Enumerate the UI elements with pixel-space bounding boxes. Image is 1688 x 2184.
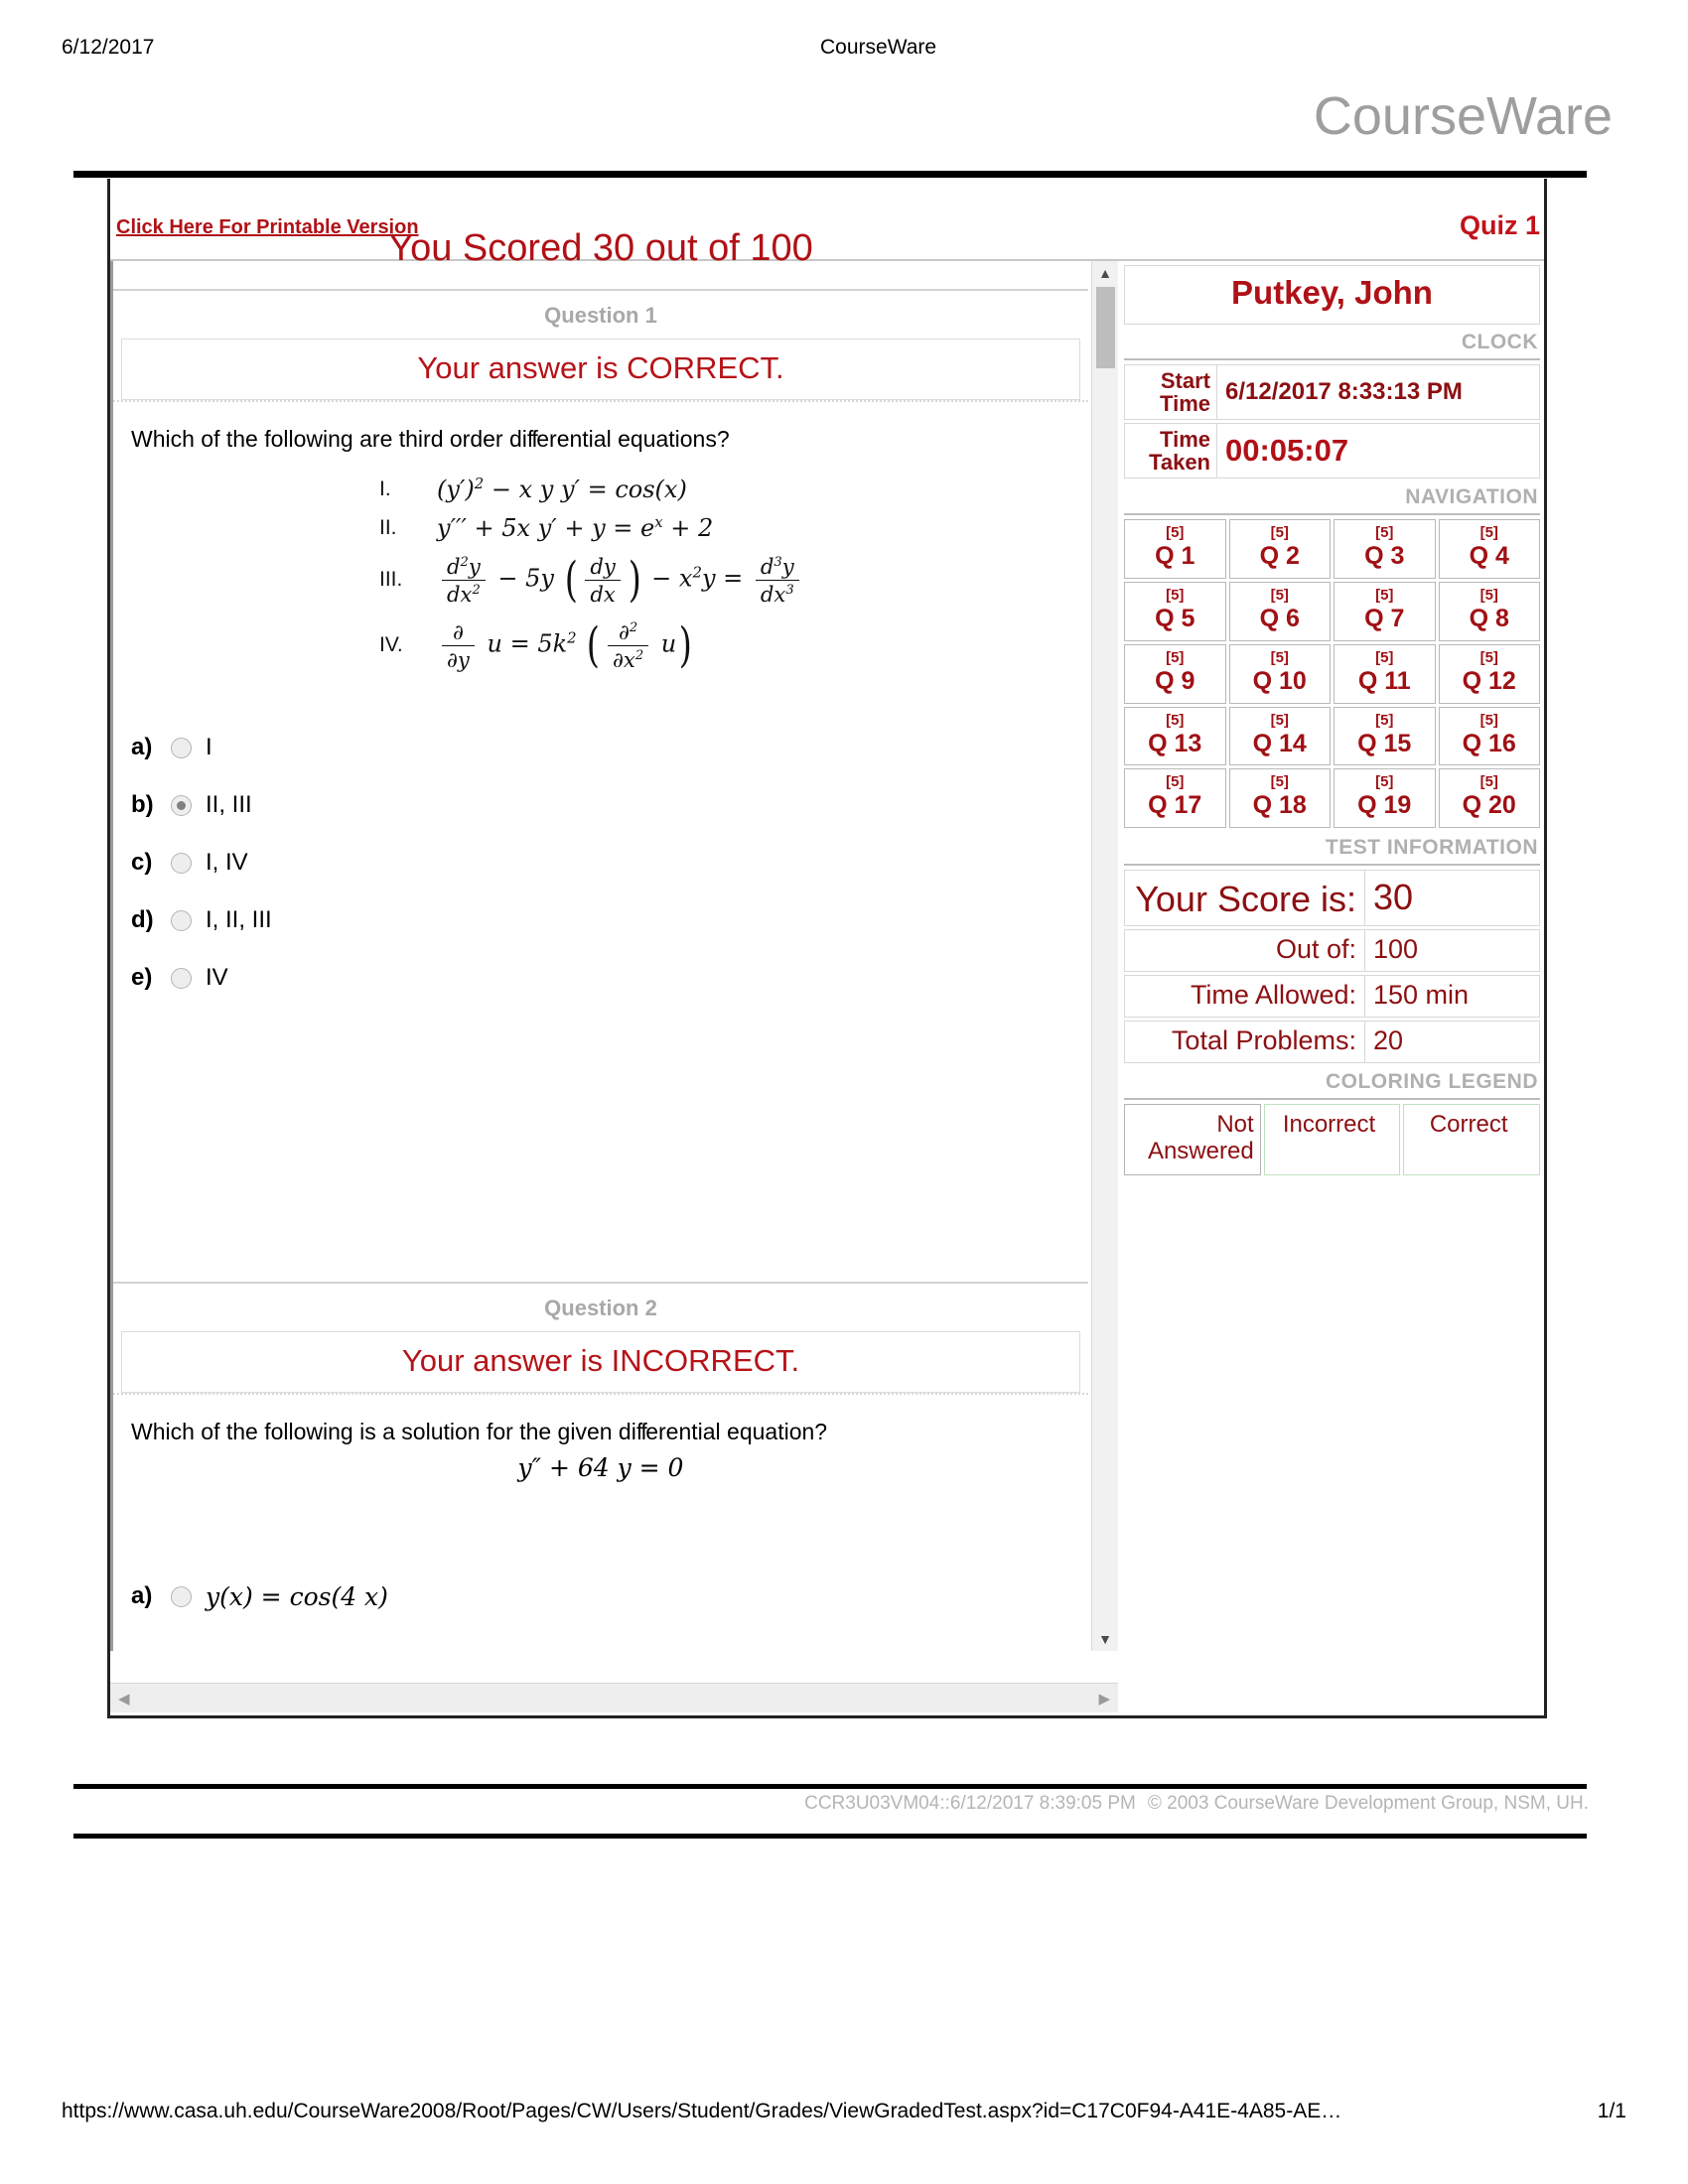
option-letter: a) — [131, 1582, 153, 1609]
option-text: I, IV — [206, 849, 248, 876]
nav-cell-label: Q 3 — [1364, 542, 1405, 571]
math-item — [113, 513, 1088, 542]
footer-rule-top — [73, 1784, 1587, 1789]
test-info-value: 150 min — [1365, 975, 1540, 1018]
radio-button[interactable] — [171, 738, 192, 758]
nav-cell-points: [5] — [1375, 648, 1394, 666]
legend-incorrect: Incorrect — [1264, 1104, 1401, 1175]
math-item — [113, 552, 1088, 608]
nav-cell-points: [5] — [1166, 587, 1185, 605]
nav-cell-label: Q 6 — [1259, 605, 1300, 633]
nav-cell-q9[interactable] — [1124, 644, 1226, 704]
nav-cell-q8[interactable] — [1439, 582, 1541, 641]
answer-options — [113, 1482, 1088, 1645]
footer-copyright: © 2003 CourseWare Development Group, NSM, UH. — [1147, 1793, 1589, 1814]
clock-key: Time Taken — [1124, 423, 1217, 478]
given-equation: y″ + 64 y = 0 — [517, 1453, 684, 1482]
student-name: Putkey, John — [1124, 265, 1540, 325]
math-item-expression: $\frac{d^2y}{dx^2}$ − 5y ( $\frac{dy}{dx}$ ) − $x^2y$ = $\frac{d^3y}{dx^3}$ — [437, 552, 804, 608]
clock-row-start-time — [1124, 364, 1540, 420]
nav-cell-points: [5] — [1375, 711, 1394, 729]
legend-correct: Correct — [1403, 1104, 1540, 1175]
printable-version-link[interactable]: Click Here For Printable Version — [116, 216, 419, 238]
prompt-part-a: Which of the following are third order di — [131, 426, 527, 452]
test-info-value: 20 — [1365, 1021, 1540, 1063]
answer-option-d[interactable] — [113, 891, 1088, 949]
answer-verdict: Your answer is CORRECT. — [121, 339, 1080, 400]
clock-row-time-taken — [1124, 423, 1540, 478]
footer-build-stamp: CCR3U03VM04::6/12/2017 8:39:05 PM — [804, 1793, 1136, 1814]
nav-cell-label: Q 13 — [1148, 729, 1202, 757]
nav-cell-q13[interactable] — [1124, 707, 1226, 766]
nav-cell-label: Q 18 — [1252, 791, 1307, 820]
test-info-label: Time Allowed: — [1124, 975, 1365, 1018]
nav-cell-label: Q 2 — [1259, 542, 1300, 571]
option-letter: a) — [131, 734, 153, 760]
math-item — [113, 617, 1088, 673]
math-item-expression: $\frac{\partial}{\partial y}$ $u = 5k^2$ ( $\frac{\partial^2}{\partial x^2}$ u) — [437, 617, 695, 673]
vertical-scrollbar[interactable] — [1091, 261, 1118, 1651]
radio-button-selected[interactable] — [171, 795, 192, 816]
nav-cell-q10[interactable] — [1229, 644, 1332, 704]
nav-cell-q12[interactable] — [1439, 644, 1541, 704]
scroll-up-arrow-icon[interactable]: ▲ — [1098, 265, 1112, 281]
test-info-value: 30 — [1365, 870, 1540, 926]
question-block-1 — [113, 289, 1088, 1026]
option-letter: c) — [131, 849, 153, 876]
question-body — [113, 400, 1088, 1026]
nav-cell-q14[interactable] — [1229, 707, 1332, 766]
question-heading: Question 2 — [113, 1282, 1088, 1331]
clock-key: Start Time — [1124, 364, 1217, 420]
print-page-number: 1/1 — [1597, 2100, 1626, 2122]
nav-cell-label: Q 11 — [1357, 666, 1411, 695]
nav-cell-points: [5] — [1479, 711, 1498, 729]
test-info-label: Your Score is: — [1124, 870, 1365, 926]
vertical-scrollbar-thumb[interactable] — [1096, 287, 1115, 368]
math-item-label: III. — [379, 568, 403, 591]
top-rule — [73, 171, 1587, 178]
nav-cell-label: Q 8 — [1469, 605, 1509, 633]
radio-button[interactable] — [171, 968, 192, 989]
question-navigation-grid — [1124, 519, 1540, 828]
math-item — [113, 475, 1088, 503]
info-sidebar — [1118, 259, 1544, 1712]
scored-banner: You Scored 30 out of 100 — [388, 227, 813, 269]
nav-cell-points: [5] — [1375, 773, 1394, 791]
prompt-part-b: erential equation? — [645, 1419, 828, 1444]
nav-cell-points: [5] — [1166, 711, 1185, 729]
nav-cell-points: [5] — [1479, 773, 1498, 791]
option-text: I, II, III — [206, 906, 272, 933]
nav-cell-points: [5] — [1166, 648, 1185, 666]
answer-option-a[interactable] — [113, 1568, 1088, 1625]
math-item-label: II. — [379, 515, 397, 539]
nav-cell-q15[interactable] — [1334, 707, 1436, 766]
quiz-title: Quiz 1 — [1459, 210, 1540, 240]
nav-cell-label: Q 9 — [1155, 666, 1196, 695]
nav-cell-label: Q 15 — [1357, 729, 1412, 757]
nav-cell-q18[interactable] — [1229, 768, 1332, 828]
navigation-section-title: NAVIGATION — [1124, 481, 1540, 515]
footer-rule-bottom — [73, 1834, 1587, 1839]
question-prompt — [113, 1411, 1088, 1445]
answer-options — [113, 693, 1088, 1026]
coloring-legend-section-title: COLORING LEGEND — [1124, 1066, 1540, 1100]
answer-verdict: Your answer is INCORRECT. — [121, 1331, 1080, 1393]
scroll-down-arrow-icon[interactable]: ▼ — [1098, 1631, 1112, 1647]
answer-option-b[interactable] — [113, 776, 1088, 834]
footer-text — [0, 1793, 1589, 1815]
coloring-legend — [1124, 1104, 1540, 1175]
math-item-expression: y′′′ + 5x $y' + y = e^x + 2$ — [437, 513, 714, 542]
clock-value: 6/12/2017 8:33:13 PM — [1217, 364, 1540, 420]
radio-button[interactable] — [171, 1586, 192, 1607]
answer-option-a[interactable] — [113, 719, 1088, 776]
nav-cell-points: [5] — [1166, 524, 1185, 542]
nav-cell-q4[interactable] — [1439, 519, 1541, 579]
nav-cell-points: [5] — [1479, 648, 1498, 666]
option-letter: e) — [131, 964, 153, 991]
clock-value: 00:05:07 — [1217, 423, 1540, 478]
nav-cell-q11[interactable] — [1334, 644, 1436, 704]
nav-cell-q3[interactable] — [1334, 519, 1436, 579]
scroll-right-arrow-icon[interactable]: ▶ — [1098, 1690, 1110, 1707]
test-info-label: Total Problems: — [1124, 1021, 1365, 1063]
nav-cell-points: [5] — [1479, 524, 1498, 542]
nav-cell-q7[interactable] — [1334, 582, 1436, 641]
option-text: y(x) = cos(4 x) — [206, 1581, 388, 1611]
nav-cell-points: [5] — [1270, 711, 1289, 729]
nav-cell-label: Q 12 — [1462, 666, 1516, 695]
option-text: I — [206, 734, 212, 760]
nav-cell-q17[interactable] — [1124, 768, 1226, 828]
test-info-row-time-allowed — [1124, 975, 1540, 1018]
nav-cell-q6[interactable] — [1229, 582, 1332, 641]
app-frame — [107, 179, 1547, 1718]
test-info-value: 100 — [1365, 929, 1540, 972]
nav-cell-points: [5] — [1479, 587, 1498, 605]
question-heading: Question 1 — [113, 289, 1088, 339]
nav-cell-points: [5] — [1375, 524, 1394, 542]
prompt-part-a: Which of the following is a solution for the given di — [131, 1419, 636, 1444]
nav-cell-label: Q 16 — [1462, 729, 1516, 757]
test-info-row-score — [1124, 870, 1540, 926]
courseware-logo: CourseWare — [1313, 86, 1613, 146]
nav-cell-points: [5] — [1270, 524, 1289, 542]
answer-option-c[interactable] — [113, 834, 1088, 891]
nav-cell-label: Q 5 — [1155, 605, 1196, 633]
nav-cell-q16[interactable] — [1439, 707, 1541, 766]
question-prompt — [113, 418, 1088, 453]
prompt-ligature-ff: ff — [635, 1419, 646, 1444]
math-item-label: IV. — [379, 633, 403, 656]
question-body — [113, 1393, 1088, 1645]
math-item-expression: $(y')^2 - x$ y y′ = cos(x) — [437, 475, 687, 503]
print-title: CourseWare — [820, 36, 937, 59]
nav-cell-points: [5] — [1166, 773, 1185, 791]
nav-cell-label: Q 20 — [1462, 791, 1516, 820]
nav-cell-q5[interactable] — [1124, 582, 1226, 641]
option-text: IV — [206, 964, 228, 991]
print-url: https://www.casa.uh.edu/CourseWare2008/Root/Pages/CW/Users/Student/Grades/ViewGradedTest.aspx?id=C17C0F94-A41E-4A85-AE… — [62, 2100, 1342, 2122]
option-text: II, III — [206, 791, 252, 818]
nav-cell-label: Q 10 — [1252, 666, 1307, 695]
math-options-list — [113, 453, 1088, 693]
nav-cell-points: [5] — [1375, 587, 1394, 605]
radio-button[interactable] — [171, 853, 192, 874]
radio-button[interactable] — [171, 910, 192, 931]
test-info-label: Out of: — [1124, 929, 1365, 972]
nav-cell-label: Q 14 — [1252, 729, 1307, 757]
nav-cell-label: Q 4 — [1469, 542, 1509, 571]
horizontal-scrollbar[interactable] — [110, 1683, 1118, 1712]
option-letter: d) — [131, 906, 154, 933]
prompt-ligature-ff: ff — [526, 426, 537, 452]
nav-cell-label: Q 19 — [1357, 791, 1412, 820]
nav-cell-q2[interactable] — [1229, 519, 1332, 579]
nav-cell-points: [5] — [1270, 648, 1289, 666]
scroll-left-arrow-icon[interactable]: ◀ — [118, 1690, 130, 1707]
nav-cell-q20[interactable] — [1439, 768, 1541, 828]
nav-cell-q19[interactable] — [1334, 768, 1436, 828]
test-information-section-title: TEST INFORMATION — [1124, 832, 1540, 866]
clock-section-title: CLOCK — [1124, 327, 1540, 360]
math-item-label: I. — [379, 477, 391, 500]
nav-cell-q1[interactable] — [1124, 519, 1226, 579]
nav-cell-label: Q 17 — [1148, 791, 1202, 820]
nav-cell-label: Q 7 — [1364, 605, 1405, 633]
nav-cell-points: [5] — [1270, 587, 1289, 605]
legend-not-answered: Not Answered — [1124, 1104, 1261, 1175]
question-block-2 — [113, 1282, 1088, 1645]
answer-option-e[interactable] — [113, 949, 1088, 1007]
test-info-row-out-of — [1124, 929, 1540, 972]
prompt-part-b: erential equations? — [536, 426, 730, 452]
nav-cell-points: [5] — [1270, 773, 1289, 791]
nav-cell-label: Q 1 — [1155, 542, 1196, 571]
option-letter: b) — [131, 791, 154, 818]
print-date: 6/12/2017 — [62, 36, 155, 59]
test-info-row-total-problems — [1124, 1021, 1540, 1063]
